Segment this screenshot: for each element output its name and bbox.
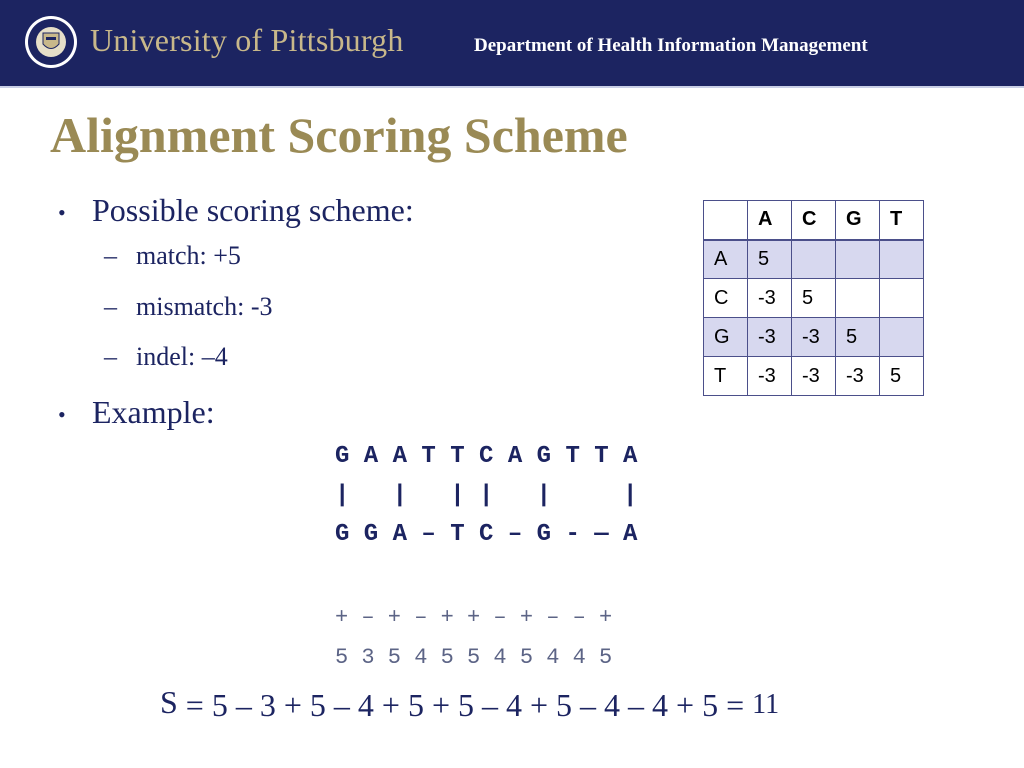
- alignment-signs: + – + – + + – + – – +: [335, 605, 613, 630]
- university-seal-icon: [24, 15, 78, 69]
- score-formula: [160, 684, 779, 724]
- dash-icon: –: [104, 241, 117, 270]
- formula-expression: = 5 – 3 + 5 – 4 + 5 + 5 – 4 + 5 – 4 – 4 + 5 =: [185, 687, 745, 723]
- matrix-row: [704, 240, 924, 279]
- dash-icon: –: [104, 292, 117, 321]
- matrix-row: [704, 357, 924, 396]
- matrix-cell: -3: [748, 318, 792, 357]
- alignment-seq2: G G A – T C – G - — A: [335, 521, 638, 548]
- matrix-cell: -3: [792, 357, 836, 396]
- matrix-cell: C: [704, 279, 748, 318]
- sub-bullet-text: indel: –4: [136, 342, 228, 371]
- bullet-scoring-scheme: [58, 192, 414, 229]
- matrix-cell: [880, 318, 924, 357]
- bullet-text: Possible scoring scheme:: [92, 192, 414, 228]
- header-divider: [0, 86, 1024, 88]
- matrix-header-cell: C: [792, 201, 836, 240]
- matrix-header-cell: T: [880, 201, 924, 240]
- matrix-cell: A: [704, 240, 748, 279]
- matrix-cell: [880, 240, 924, 279]
- department-name: Department of Health Information Management: [474, 35, 868, 56]
- matrix-cell: 5: [836, 318, 880, 357]
- matrix-cell: -3: [792, 318, 836, 357]
- matrix-header-row: [704, 201, 924, 240]
- alignment-seq1: G A A T T C A G T T A: [335, 443, 638, 470]
- sub-bullet-indel: [104, 342, 228, 372]
- matrix-header-cell: G: [836, 201, 880, 240]
- matrix-row: [704, 279, 924, 318]
- matrix-cell: -3: [748, 357, 792, 396]
- matrix-cell: -3: [748, 279, 792, 318]
- matrix-cell: G: [704, 318, 748, 357]
- matrix-header-cell: [704, 201, 748, 240]
- matrix-cell: [880, 279, 924, 318]
- bullet-dot-icon: •: [58, 200, 66, 225]
- sub-bullet-mismatch: [104, 292, 273, 322]
- alignment-bars: | | | | | |: [335, 482, 638, 509]
- sub-bullet-text: mismatch: -3: [136, 292, 273, 321]
- matrix-cell: 5: [792, 279, 836, 318]
- matrix-cell: 5: [748, 240, 792, 279]
- matrix-cell: 5: [880, 357, 924, 396]
- matrix-cell: [836, 240, 880, 279]
- scoring-matrix-table: [703, 200, 924, 396]
- dash-icon: –: [104, 342, 117, 371]
- bullet-text: Example:: [92, 394, 215, 430]
- bullet-example: [58, 394, 215, 431]
- matrix-header-cell: A: [748, 201, 792, 240]
- alignment-scores: 5 3 5 4 5 5 4 5 4 4 5: [335, 645, 613, 670]
- header-bar: [0, 0, 1024, 86]
- sub-bullet-match: [104, 241, 241, 271]
- sub-bullet-text: match: +5: [136, 241, 241, 270]
- matrix-cell: [836, 279, 880, 318]
- university-name: University of Pittsburgh: [90, 22, 404, 58]
- formula-result: 11: [752, 689, 780, 720]
- matrix-cell: T: [704, 357, 748, 396]
- matrix-cell: -3: [836, 357, 880, 396]
- formula-lhs: S: [160, 684, 178, 720]
- matrix-row: [704, 318, 924, 357]
- bullet-dot-icon: •: [58, 402, 66, 427]
- slide-title: Alignment Scoring Scheme: [50, 107, 628, 163]
- matrix-cell: [792, 240, 836, 279]
